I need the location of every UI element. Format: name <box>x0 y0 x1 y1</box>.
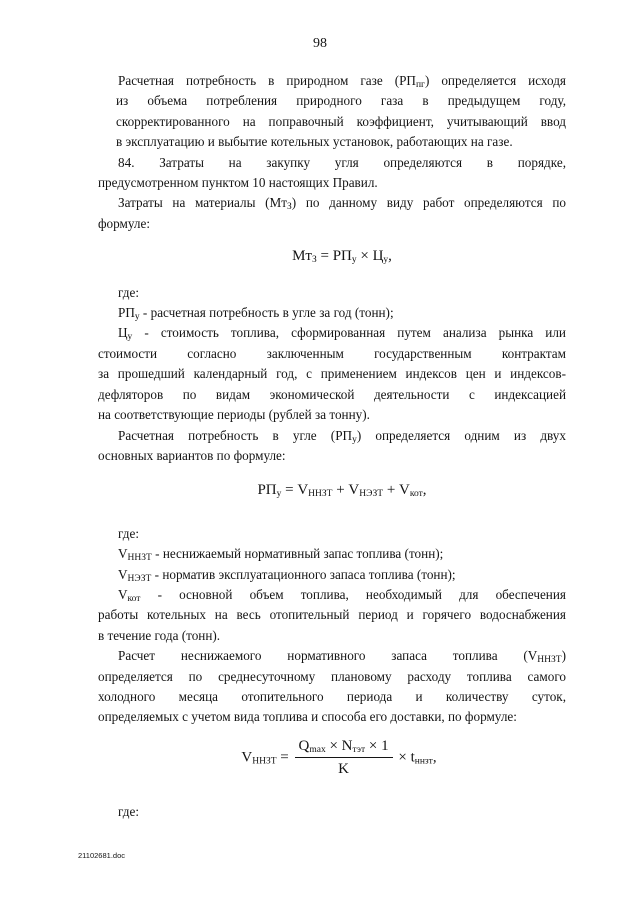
paragraph-reserve-calc: Расчет неснижаемого нормативного запаса топлива $(V_{ННЗТ})$ определяется по среднесуточному плановому расходу топлива самого холодного месяца отопительного периода и количеству суток, определяемых с учетом вида топлива и способа его доставки, по формуле: <box>98 648 566 725</box>
page-number: 98 <box>313 36 327 51</box>
paragraph-gas-need: Расчетная потребность в природном газе $(РП_{пг})$ определяется исходя из объема потребления природного газа в предыдущем году, скорректированного на поправочный коэффициент, учитывающий ввод в эксплуатацию и выбытие котельных установок, работающих на газе. <box>116 73 566 150</box>
formula-coal-need: $РП_у = V_{ННЗТ} + V_{НЭЗТ} + V_{кот}$, <box>257 482 427 500</box>
where-label: где: <box>118 284 139 300</box>
definition-price: $Ц_у$ - стоимость топлива, сформированная путем анализа рынка или стоимости согласно заключенным государственным контрактам за прошедший календарный год, с применением индексов цен и индексов- дефляторов по видам экономической деятельности с индексацией на соответствующие периоды (рублей за тонну). <box>98 325 566 423</box>
definition-v-nezt: $V_{НЭЗТ}$ - норматив эксплуатационного запаса топлива (тонн); <box>118 566 456 584</box>
page-content <box>98 71 566 822</box>
where-label: где: <box>118 803 139 819</box>
paragraph-materials: Затраты на материалы $(Мт_З)$ по данному виду работ определяются по формуле: <box>98 195 566 231</box>
formula-materials: $Мт_З = РП_у \times Ц_у$, <box>292 248 392 266</box>
where-label: где: <box>118 525 139 541</box>
paragraph-84: 84. Затраты на закупку угля определяются в порядке, предусмотренном пунктом 10 настоящих Правил. <box>98 154 566 191</box>
paragraph-coal-need: Расчетная потребность в угле $(РП_у)$ определяется одним из двух основных вариантов по формуле: <box>98 427 566 463</box>
definition-v-kot: $V_{кот}$ - основной объем топлива, необходимый для обеспечения работы котельных на весь отопительный период и горячего водоснабжения в течение года (тонн). <box>98 586 566 643</box>
definition-v-nnzt: $V_{ННЗТ}$ - неснижаемый нормативный запас топлива (тонн); <box>118 546 444 564</box>
definition-rp-y: $РП_у$ - расчетная потребность в угле за год (тонн); <box>118 305 394 323</box>
footer-filename: 21102681.doc <box>78 851 125 860</box>
formula-fraction <box>295 736 393 780</box>
fraction-numerator: $Q_{max} \times N_{тэт} \times 1$ <box>295 736 393 758</box>
formula-reserve: $V_{ННЗТ}$ = $\frac{Q_{max} \times N_{тэт} \times 1}{K}$ × $t_{ннзт}$, <box>98 736 566 780</box>
fraction-denominator: K <box>338 761 349 778</box>
